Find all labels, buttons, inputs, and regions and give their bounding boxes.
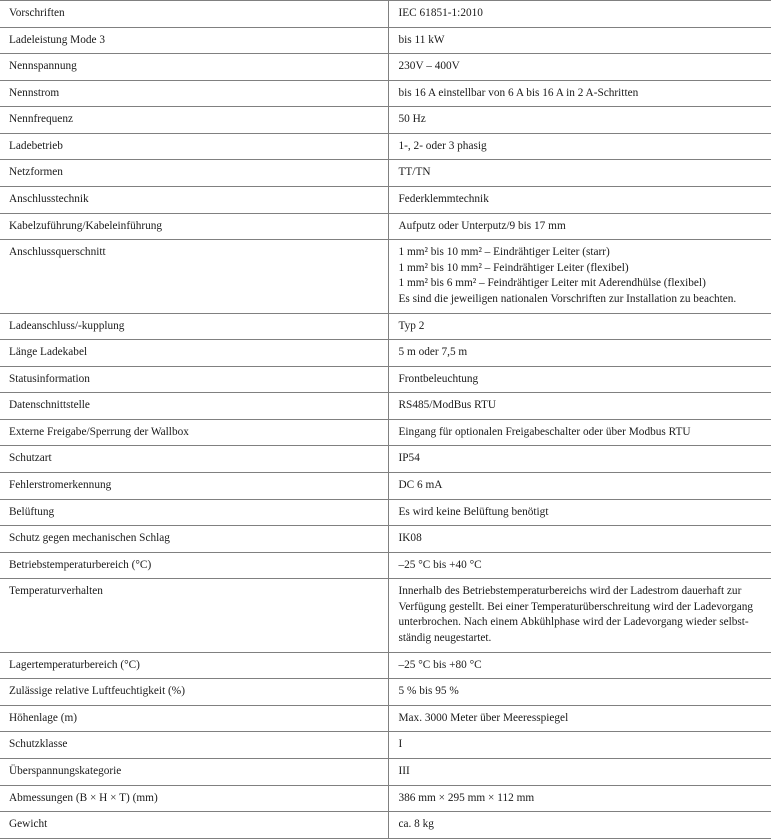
spec-value: Max. 3000 Meter über Meeresspiegel <box>398 711 569 724</box>
spec-label: Schutz gegen mechanischen Schlag <box>0 526 388 553</box>
spec-label: Vorschriften <box>0 1 388 28</box>
table-row <box>0 27 771 54</box>
spec-value: –25 °C bis +80 °C <box>398 658 482 671</box>
table-row <box>0 679 771 706</box>
spec-label: Ladeleistung Mode 3 <box>0 27 388 54</box>
spec-value: TT/TN <box>398 166 431 179</box>
spec-label: Temperaturverhalten <box>0 579 388 652</box>
spec-value: ca. 8 kg <box>398 818 434 831</box>
table-row <box>0 579 771 652</box>
table-row <box>0 187 771 214</box>
spec-value: IP54 <box>398 452 420 465</box>
spec-value: –25 °C bis +40 °C <box>398 558 482 571</box>
spec-value-line: 1 mm² bis 6 mm² – Feindrähtiger Leiter mit Aderendhülse (flexibel) <box>398 277 706 290</box>
spec-value <box>388 240 771 313</box>
specifications-table-body <box>0 1 771 839</box>
spec-value: 5 m oder 7,5 m <box>398 346 468 359</box>
spec-value: Eingang für optionalen Freigabeschalter oder über Modbus RTU <box>398 425 691 438</box>
spec-value: 5 % bis 95 % <box>398 685 459 698</box>
spec-label: Fehlerstromerkennung <box>0 472 388 499</box>
spec-value-line: Verfügung gestellt. Bei einer Temperaturüberschreitung wird der Ladevorgang <box>398 600 754 613</box>
table-row <box>0 419 771 446</box>
table-row <box>0 812 771 839</box>
spec-label: Anschlusstechnik <box>0 187 388 214</box>
table-row <box>0 133 771 160</box>
spec-label: Abmessungen (B × H × T) (mm) <box>0 785 388 812</box>
spec-value: DC 6 mA <box>398 478 443 491</box>
table-row <box>0 472 771 499</box>
spec-label: Nennspannung <box>0 54 388 81</box>
spec-value: RS485/ModBus RTU <box>398 399 497 412</box>
spec-value: Aufputz oder Unterputz/9 bis 17 mm <box>398 219 566 232</box>
table-row <box>0 80 771 107</box>
spec-label: Zulässige relative Luftfeuchtigkeit (%) <box>0 679 388 706</box>
table-row <box>0 732 771 759</box>
spec-value: 50 Hz <box>398 113 426 126</box>
table-row <box>0 313 771 340</box>
spec-label: Betriebstemperaturbereich (°C) <box>0 552 388 579</box>
spec-value: Typ 2 <box>398 319 425 332</box>
spec-value-line: unterbrochen. Nach einem Abkühlphase wird der Ladevorgang wieder selbst- <box>398 616 749 629</box>
spec-label: Lagertemperaturbereich (°C) <box>0 652 388 679</box>
table-row <box>0 1 771 28</box>
table-row <box>0 160 771 187</box>
spec-label: Datenschnittstelle <box>0 393 388 420</box>
spec-value: IEC 61851-1:2010 <box>398 7 483 19</box>
spec-label: Länge Ladekabel <box>0 340 388 367</box>
spec-label: Externe Freigabe/Sperrung der Wallbox <box>0 419 388 446</box>
spec-label: Höhenlage (m) <box>0 705 388 732</box>
table-row <box>0 526 771 553</box>
spec-label: Gewicht <box>0 812 388 839</box>
spec-label: Schutzklasse <box>0 732 388 759</box>
spec-value: Es wird keine Belüftung benötigt <box>398 505 549 518</box>
spec-value: bis 16 A einstellbar von 6 A bis 16 A in 2 A-Schritten <box>398 86 639 99</box>
table-row <box>0 652 771 679</box>
spec-value-line: ständig neugestartet. <box>398 632 492 645</box>
table-row <box>0 393 771 420</box>
spec-label: Kabelzuführung/Kabeleinführung <box>0 213 388 240</box>
table-row <box>0 213 771 240</box>
table-row <box>0 340 771 367</box>
table-row <box>0 366 771 393</box>
table-row <box>0 446 771 473</box>
spec-label: Anschlussquerschnitt <box>0 240 388 313</box>
table-row <box>0 499 771 526</box>
table-row <box>0 54 771 81</box>
table-row <box>0 785 771 812</box>
spec-label: Belüftung <box>0 499 388 526</box>
spec-value: III <box>398 764 410 777</box>
spec-label: Ladebetrieb <box>0 133 388 160</box>
spec-value: 230V – 400V <box>398 60 460 73</box>
spec-label: Netzformen <box>0 160 388 187</box>
table-row <box>0 240 771 313</box>
spec-value: 1-, 2- oder 3 phasig <box>398 139 487 152</box>
spec-label: Nennstrom <box>0 80 388 107</box>
spec-label: Überspannungskategorie <box>0 758 388 785</box>
spec-value: bis 11 kW <box>398 33 445 46</box>
table-row <box>0 705 771 732</box>
spec-value: IK08 <box>398 532 422 545</box>
spec-label: Ladeanschluss/-kupplung <box>0 313 388 340</box>
spec-value: Frontbeleuchtung <box>398 372 479 385</box>
table-row <box>0 107 771 134</box>
spec-label: Nennfrequenz <box>0 107 388 134</box>
spec-value: Federklemmtechnik <box>398 193 489 206</box>
spec-value-line: Innerhalb des Betriebstemperaturbereichs wird der Ladestrom dauerhaft zur <box>398 585 742 598</box>
spec-value-line: 1 mm² bis 10 mm² – Eindrähtiger Leiter (starr) <box>398 246 610 259</box>
spec-value-line: Es sind die jeweiligen nationalen Vorschriften zur Installation zu beachten. <box>398 292 737 305</box>
spec-label: Schutzart <box>0 446 388 473</box>
table-row <box>0 758 771 785</box>
spec-value: I <box>398 738 403 751</box>
spec-value: 386 mm × 295 mm × 112 mm <box>398 791 535 804</box>
spec-label: Statusinformation <box>0 366 388 393</box>
spec-value-line: 1 mm² bis 10 mm² – Feindrähtiger Leiter (flexibel) <box>398 261 629 274</box>
table-row <box>0 552 771 579</box>
spec-value <box>388 579 771 652</box>
